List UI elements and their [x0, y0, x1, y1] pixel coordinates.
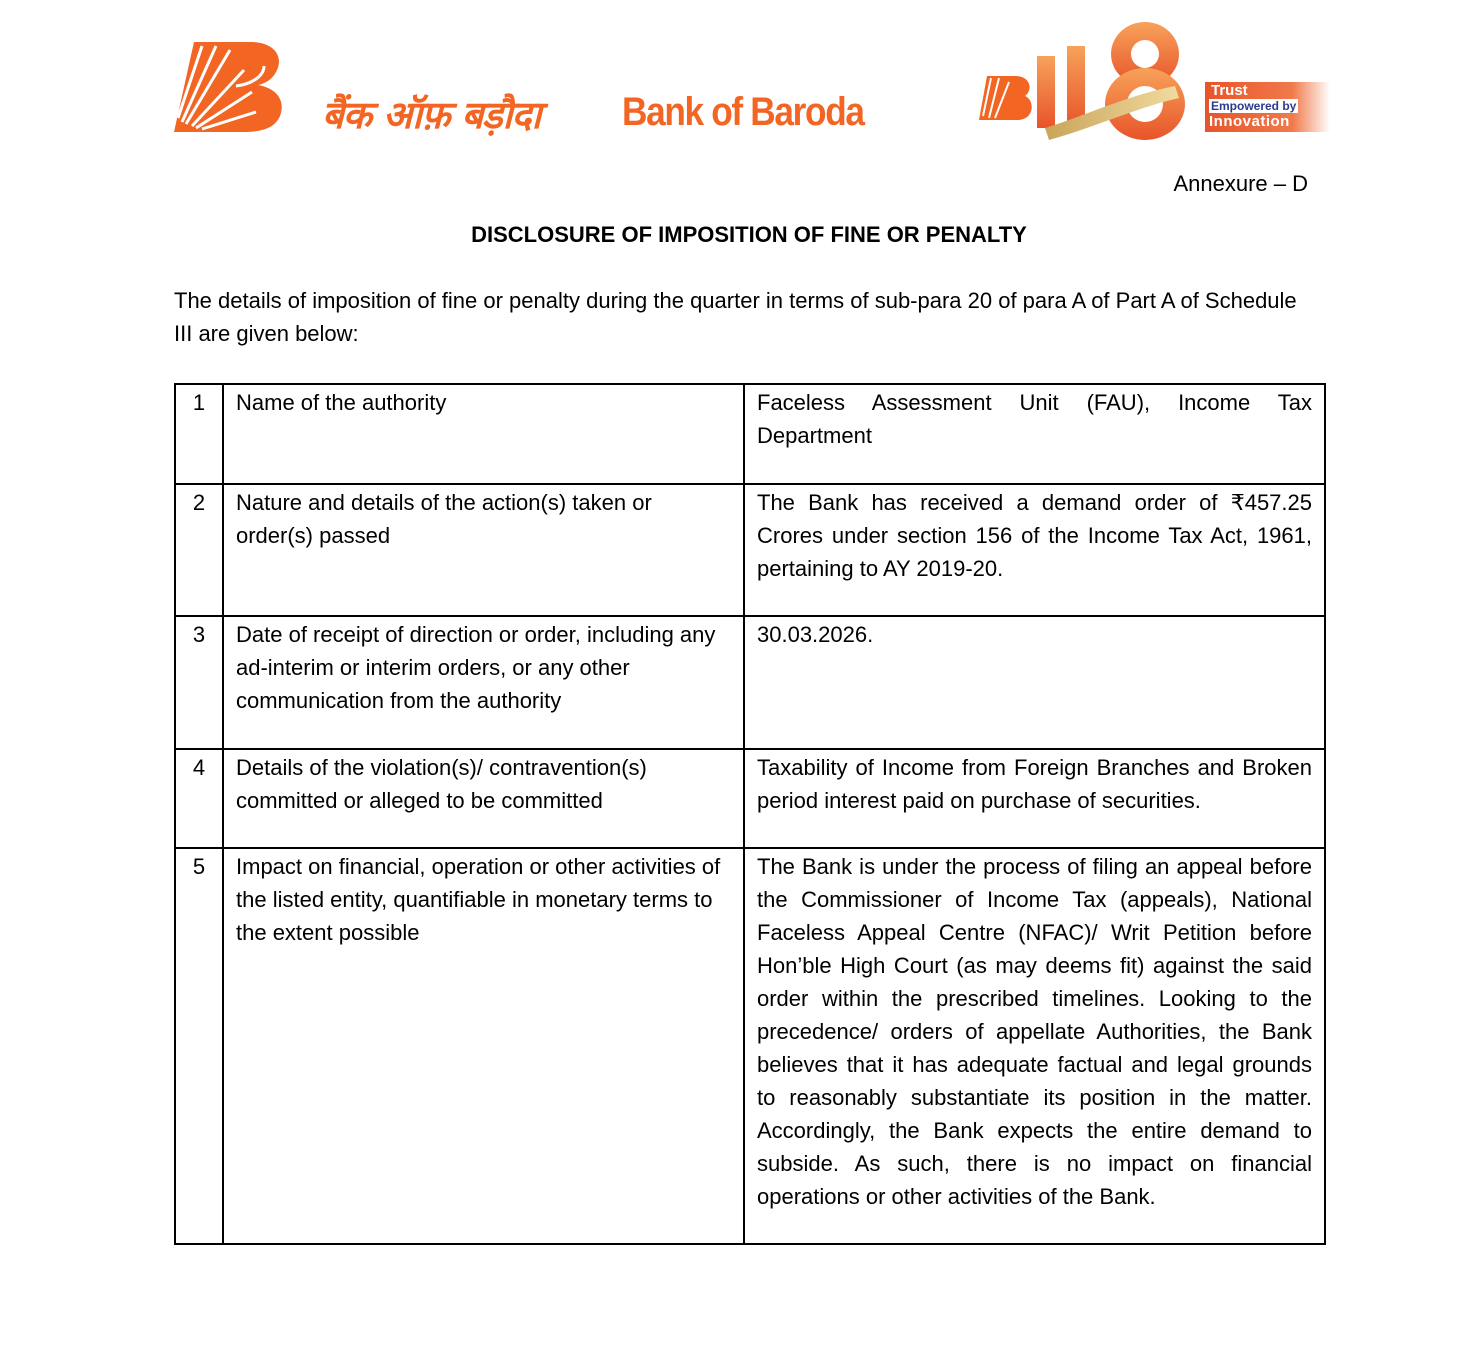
row-value: The Bank has received a demand order of ₹457.25 Crores under section 156 of the Income Tax Act, 1961, pertaining to AY 2019-20.: [744, 484, 1325, 616]
bank-of-baroda-logo-icon: [172, 40, 292, 132]
row-label: Impact on financial, operation or other activities of the listed entity, quantifiable in monetary terms to the extent possible: [223, 848, 744, 1244]
table-row: [175, 749, 1325, 848]
annexure-label: Annexure – D: [1173, 171, 1308, 196]
row-label: Date of receipt of direction or order, including any ad-interim or interim orders, or any other communication from the authority: [223, 616, 744, 749]
row-value: 30.03.2026.: [744, 616, 1325, 749]
row-number: 5: [175, 848, 223, 1244]
tagline-empowered-by: Empowered by: [1211, 99, 1297, 113]
row-number: 1: [175, 384, 223, 484]
row-number: 3: [175, 616, 223, 749]
table-row: [175, 384, 1325, 484]
row-number: 2: [175, 484, 223, 616]
row-number: 4: [175, 749, 223, 848]
tagline-trust: Trust: [1211, 82, 1248, 99]
anniversary-tagline: [1205, 82, 1330, 132]
row-value: The Bank is under the process of filing an appeal before the Commissioner of Income Tax (appeals), National Faceless Appeal Centre (NFAC)/ Writ Petition before Hon’ble High Court (as may deems fit) against the said order within the prescribed timelines. Looking to the precedence/ orders of appellate Authorities, the Bank believes that it has adequate factual and legal grounds to reasonably substantiate its position in the matter. Accordingly, the Bank expects the entire demand to subside. As such, there is no impact on financial operations or other activities of the Bank.: [744, 848, 1325, 1244]
table-row: [175, 484, 1325, 616]
row-label: Nature and details of the action(s) taken or order(s) passed: [223, 484, 744, 616]
row-value: Faceless Assessment Unit (FAU), Income Tax Department: [744, 384, 1325, 484]
row-label: Details of the violation(s)/ contravention(s) committed or alleged to be committed: [223, 749, 744, 848]
disclosure-table: [174, 383, 1326, 1245]
table-row: [175, 848, 1325, 1244]
row-label: Name of the authority: [223, 384, 744, 484]
intro-paragraph: The details of imposition of fine or penalty during the quarter in terms of sub-para 20 of para A of Part A of Schedule III are given below:: [174, 288, 1297, 346]
row-value: Taxability of Income from Foreign Branches and Broken period interest paid on purchase of securities.: [744, 749, 1325, 848]
table-row: [175, 616, 1325, 749]
document-title: DISCLOSURE OF IMPOSITION OF FINE OR PENALTY: [471, 222, 1027, 247]
tagline-innovation: Innovation: [1209, 113, 1290, 130]
bank-name-english: Bank of Baroda: [622, 90, 864, 134]
bank-name-hindi: बैंक ऑफ़ बड़ौदा: [322, 93, 541, 137]
